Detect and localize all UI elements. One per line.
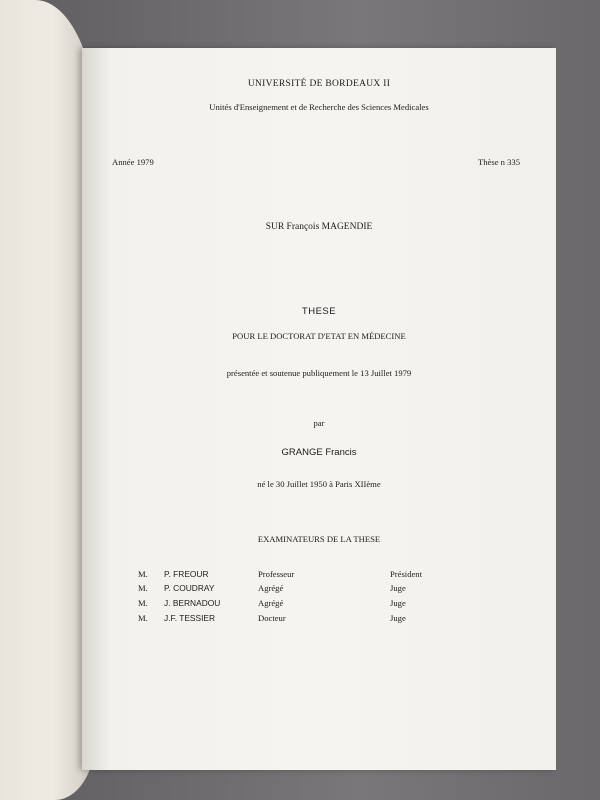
examiner-role: Juge — [390, 583, 406, 593]
thesis-subject: SUR François MAGENDIE — [265, 222, 373, 232]
degree-line: POUR LE DOCTORAT D'ETAT EN MÉDECINE — [232, 331, 406, 341]
examiner-name: P. COUDRAY — [164, 583, 215, 593]
examiner-role: Président — [390, 569, 422, 579]
thesis-title-page — [82, 48, 556, 770]
examiner-name: P. FREOUR — [164, 569, 209, 579]
examiner-role: Juge — [390, 613, 406, 623]
left-facing-page — [0, 0, 95, 800]
examiner-title: Professeur — [258, 569, 295, 579]
thesis-number: Thèse n 335 — [477, 157, 520, 167]
examiners-heading: EXAMINATEURS DE LA THESE — [257, 534, 381, 544]
examiner-prefix: M. — [138, 613, 148, 623]
academic-year: Année 1979 — [112, 157, 154, 167]
examiner-prefix: M. — [138, 569, 148, 579]
examiner-prefix: M. — [138, 583, 148, 593]
faculty-units: Unités d'Enseignement et de Recherche des Sciences Medicales — [209, 102, 429, 112]
examiner-role: Juge — [390, 598, 406, 608]
examiner-name: J.F. TESSIER — [164, 613, 216, 623]
defense-date: présentée et soutenue publiquement le 13 Juillet 1979 — [226, 368, 412, 378]
examiner-prefix: M. — [138, 598, 148, 608]
author-birth: né le 30 Juillet 1950 à Paris XIIème — [257, 479, 381, 489]
examiner-title: Agrégé — [258, 598, 284, 608]
author-name: GRANGE Francis — [281, 447, 357, 458]
university-name: UNIVERSITÉ DE BORDEAUX II — [247, 79, 391, 89]
examiner-name: J. BERNADOU — [164, 598, 221, 608]
examiner-title: Agrégé — [258, 583, 284, 593]
examiner-row — [82, 583, 556, 599]
examiner-title: Docteur — [258, 613, 286, 623]
thesis-heading: THESE — [301, 306, 337, 317]
examiner-row — [82, 598, 556, 614]
examiner-row — [82, 613, 556, 629]
by-label: par — [313, 418, 325, 428]
